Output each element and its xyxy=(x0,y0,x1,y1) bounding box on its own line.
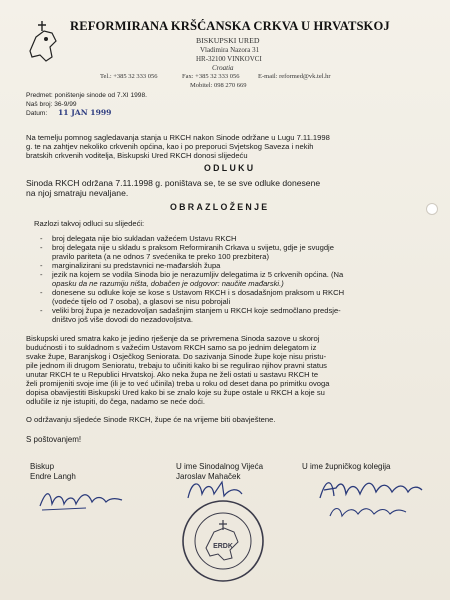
address: Vladimira Nazora 31 xyxy=(200,46,260,54)
closing-line: svake župe, Baranjskog i Osječkog Seniorata. Do sazivanja Sinode župe koje nisu pristu- xyxy=(26,352,327,361)
closing-line: Biskupski ured smatra kako je jedino rješenje da se privremena Sinoda sazove u skoroj xyxy=(26,334,320,343)
list-item: - veliki broj župa je nezadovoljan sadašnjim stanjem u RKCH koje sedmočlano predsje- dništvo još više dovodi do nezadovoljstva. xyxy=(52,306,426,324)
closing-line: unutar RKCH te u Republici Hrvatskoj. Ako neka župa ne želi ostati u sastavu RKCH te xyxy=(26,370,319,379)
country: Croatia xyxy=(212,64,234,72)
mobitel: Mobitel: 098 270 669 xyxy=(190,82,247,89)
official-stamp-icon xyxy=(180,498,266,584)
reasons-intro: Razlozi takvoj odluci su slijedeći: xyxy=(34,219,145,228)
church-logo-icon xyxy=(22,17,62,67)
signer-name: Jaroslav Mahaček xyxy=(176,472,241,481)
signer-title: U ime Sinodalnog Vijeća xyxy=(176,462,264,471)
list-item: - broj delegata nije bio sukladan važećem Ustavu RKCH xyxy=(52,234,426,243)
list-item: - marginalizirani su predstavnici ne-mađarskih župa xyxy=(52,261,426,270)
signer-title: Biskup xyxy=(30,462,55,471)
closing-line: pile jednom ili drugom Senioratu, trebaju to učiniti kako bi se regulirao njihov pravni status xyxy=(26,361,327,370)
reference-number: Naš broj: 36-9/99 xyxy=(26,101,77,108)
closing-line: dopisa obavijestiti Biskupski Ured kako bi se znalo koje su župe ostale u RKCH a koje su xyxy=(26,388,325,397)
intro-line: Na temelju pomnog sagledavanja stanja u RKCH nakon Sinode održane u Lugu 7.11.1998 xyxy=(26,133,330,142)
signature-bishop xyxy=(36,484,126,514)
decision-title: ODLUKU xyxy=(204,163,256,173)
closing-line: želi promijeniti svoje ime (ili je to već učinila) treba u roku od deset dana po primitku ovoga xyxy=(26,379,330,388)
decision-line: Sinoda RKCH održana 7.11.1998 g. poništava se, te se sve odluke donesene xyxy=(26,178,321,188)
intro-line: bratskih crkvenih voditelja, Biskupski Ured RKCH donosi slijedeću xyxy=(26,151,248,160)
greeting: S poštovanjem! xyxy=(26,435,82,444)
closing-line: budućnosti i to sukladnom s važećim Ustavom RKCH samo sa po jednim delegatom iz xyxy=(26,343,317,352)
date-label: Datum: xyxy=(26,110,48,117)
decision-text xyxy=(26,178,426,198)
intro-paragraph xyxy=(26,133,426,160)
date-stamp: 11 JAN 1999 xyxy=(58,108,112,117)
list-item: - donesene su odluke koje se kose s Ustavom RKCH i s dosadašnjom praksom u RKCH (vodeće tijelo od 7 osoba), a glasovi se nisu pobrojali xyxy=(52,288,426,306)
rationale-title: OBRAZLOŽENJE xyxy=(170,202,270,212)
punch-hole xyxy=(426,203,438,215)
signature-parish-college xyxy=(316,474,426,526)
org-name: REFORMIRANA KRŠĆANSKA CRKVA U HRVATSKOJ xyxy=(70,19,390,33)
signer-name: Endre Langh xyxy=(30,472,76,481)
closing-paragraph xyxy=(26,334,426,406)
signer-title: U ime župničkog kolegija xyxy=(302,462,391,471)
reasons-list xyxy=(34,234,426,324)
closing-line: odlučile iz nje istupiti, do čega, nadamo se neće doći. xyxy=(26,397,205,406)
postcode-city: HR-32100 VINKOVCI xyxy=(196,55,262,63)
svg-text:ERDK: ERDK xyxy=(213,543,233,550)
subject: Predmet: poništenje sinode od 7.XI 1998. xyxy=(26,92,147,99)
fax: Fax: +385 32 333 056 xyxy=(182,73,240,80)
decision-line: na njoj smatraju nevaljane. xyxy=(26,188,129,198)
next-synod-note: O održavanju sljedeće Sinode RKCH, župe će na vrijeme biti obavještene. xyxy=(26,415,276,424)
list-item: - broj delegata nije u skladu s praksom Reformiranih Crkava u svijetu, gdje je svugdje pravilo pariteta (a ne odnos 7 svećenika te preko 100 prezbitera) xyxy=(52,243,426,261)
intro-line: g. te na zahtjev nekoliko crkvenih općina, kao i po preporuci Svjetskog Saveza i nekih xyxy=(26,142,314,151)
email: E-mail: reformed@vk.tel.hr xyxy=(258,73,331,80)
list-item: - jezik na kojem se vodila Sinoda bio je nerazumljiv delegatima iz 5 crkvenih općina. (Na opasku da ne razumiju ništa, dobačen je odgovor: naučite mađarski.) xyxy=(52,270,426,288)
tel: Tel.: +385 32 333 056 xyxy=(100,73,158,80)
office-name: BISKUPSKI URED xyxy=(196,36,260,45)
